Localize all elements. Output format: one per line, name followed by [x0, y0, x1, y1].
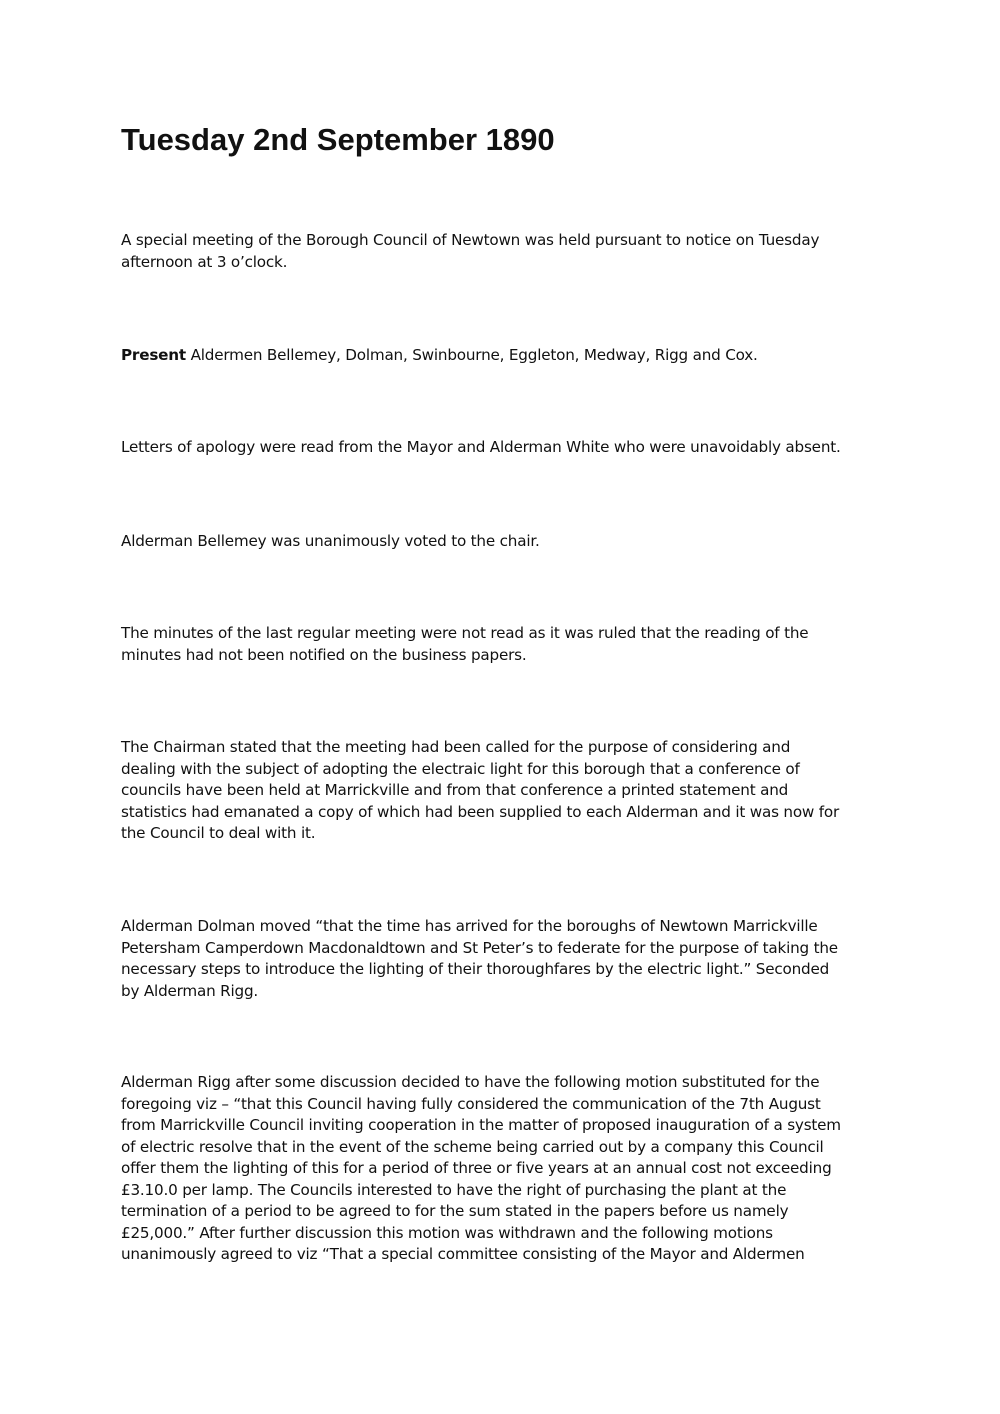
paragraph-minutes: [121, 623, 891, 666]
paragraph-chairman-statement: [121, 737, 891, 845]
paragraph-rigg-motion: [121, 1072, 891, 1266]
text-line: dealing with the subject of adopting the electraic light for this borough that a conference of: [121, 759, 800, 778]
paragraph-dolman-motion: [121, 916, 891, 1002]
text-line: of electric resolve that in the event of the scheme being carried out by a company this Council: [121, 1137, 824, 1156]
paragraph-apologies: [121, 437, 891, 459]
text-line: A special meeting of the Borough Council of Newtown was held pursuant to notice on Tuesday: [121, 231, 820, 249]
text-line: from Marrickville Council inviting cooperation in the matter of proposed inauguration of a system: [121, 1116, 841, 1134]
text-line: £3.10.0 per lamp. The Councils interested to have the right of purchasing the plant at the: [121, 1180, 787, 1199]
text-line: foregoing viz – “that this Council having fully considered the communication of the 7th August: [121, 1094, 821, 1113]
text-line: minutes had not been notified on the business papers.: [121, 645, 527, 664]
text-line: statistics had emanated a copy of which had been supplied to each Alderman and it was now for: [121, 802, 840, 821]
page-title: Tuesday 2nd September 1890: [121, 122, 555, 157]
text-line: unanimously agreed to viz “That a special committee consisting of the Mayor and Aldermen: [121, 1245, 805, 1263]
text-line: £25,000.” After further discussion this motion was withdrawn and the following motions: [121, 1223, 773, 1242]
text-line: The Chairman stated that the meeting had been called for the purpose of considering and: [121, 738, 791, 756]
paragraph-meeting-notice: [121, 230, 891, 273]
text-line: necessary steps to introduce the lighting of their thoroughfares by the electric light.” Seconded: [121, 960, 830, 978]
text-line: Alderman Dolman moved “that the time has arrived for the boroughs of Newtown Marrickville: [121, 917, 818, 935]
text-line: Alderman Bellemey was unanimously voted to the chair.: [121, 532, 540, 550]
text-line: The minutes of the last regular meeting were not read as it was ruled that the reading of the: [121, 624, 809, 642]
text-line: afternoon at 3 o’clock.: [121, 252, 288, 271]
text-line: Alderman Rigg after some discussion decided to have the following motion substituted for the: [121, 1073, 820, 1091]
text-line: [121, 345, 891, 367]
text-line: Letters of apology were read from the Mayor and Alderman White who were unavoidably absent.: [121, 438, 841, 456]
text-line: termination of a period to be agreed to for the sum stated in the papers before us namely: [121, 1202, 789, 1220]
text-line: offer them the lighting of this for a period of three or five years at an annual cost not exceeding: [121, 1159, 832, 1177]
text-line: councils have been held at Marrickville and from that conference a printed statement and: [121, 781, 789, 799]
text-line: by Alderman Rigg.: [121, 981, 259, 1000]
text-line: the Council to deal with it.: [121, 824, 316, 842]
text-line: Petersham Camperdown Macdonaldtown and St Peter’s to federate for the purpose of taking the: [121, 938, 838, 957]
paragraph-present: [121, 345, 891, 367]
present-list: Aldermen Bellemey, Dolman, Swinbourne, Eggleton, Medway, Rigg and Cox.: [185, 346, 758, 364]
paragraph-chair: [121, 531, 891, 553]
present-label: Present: [121, 346, 186, 364]
